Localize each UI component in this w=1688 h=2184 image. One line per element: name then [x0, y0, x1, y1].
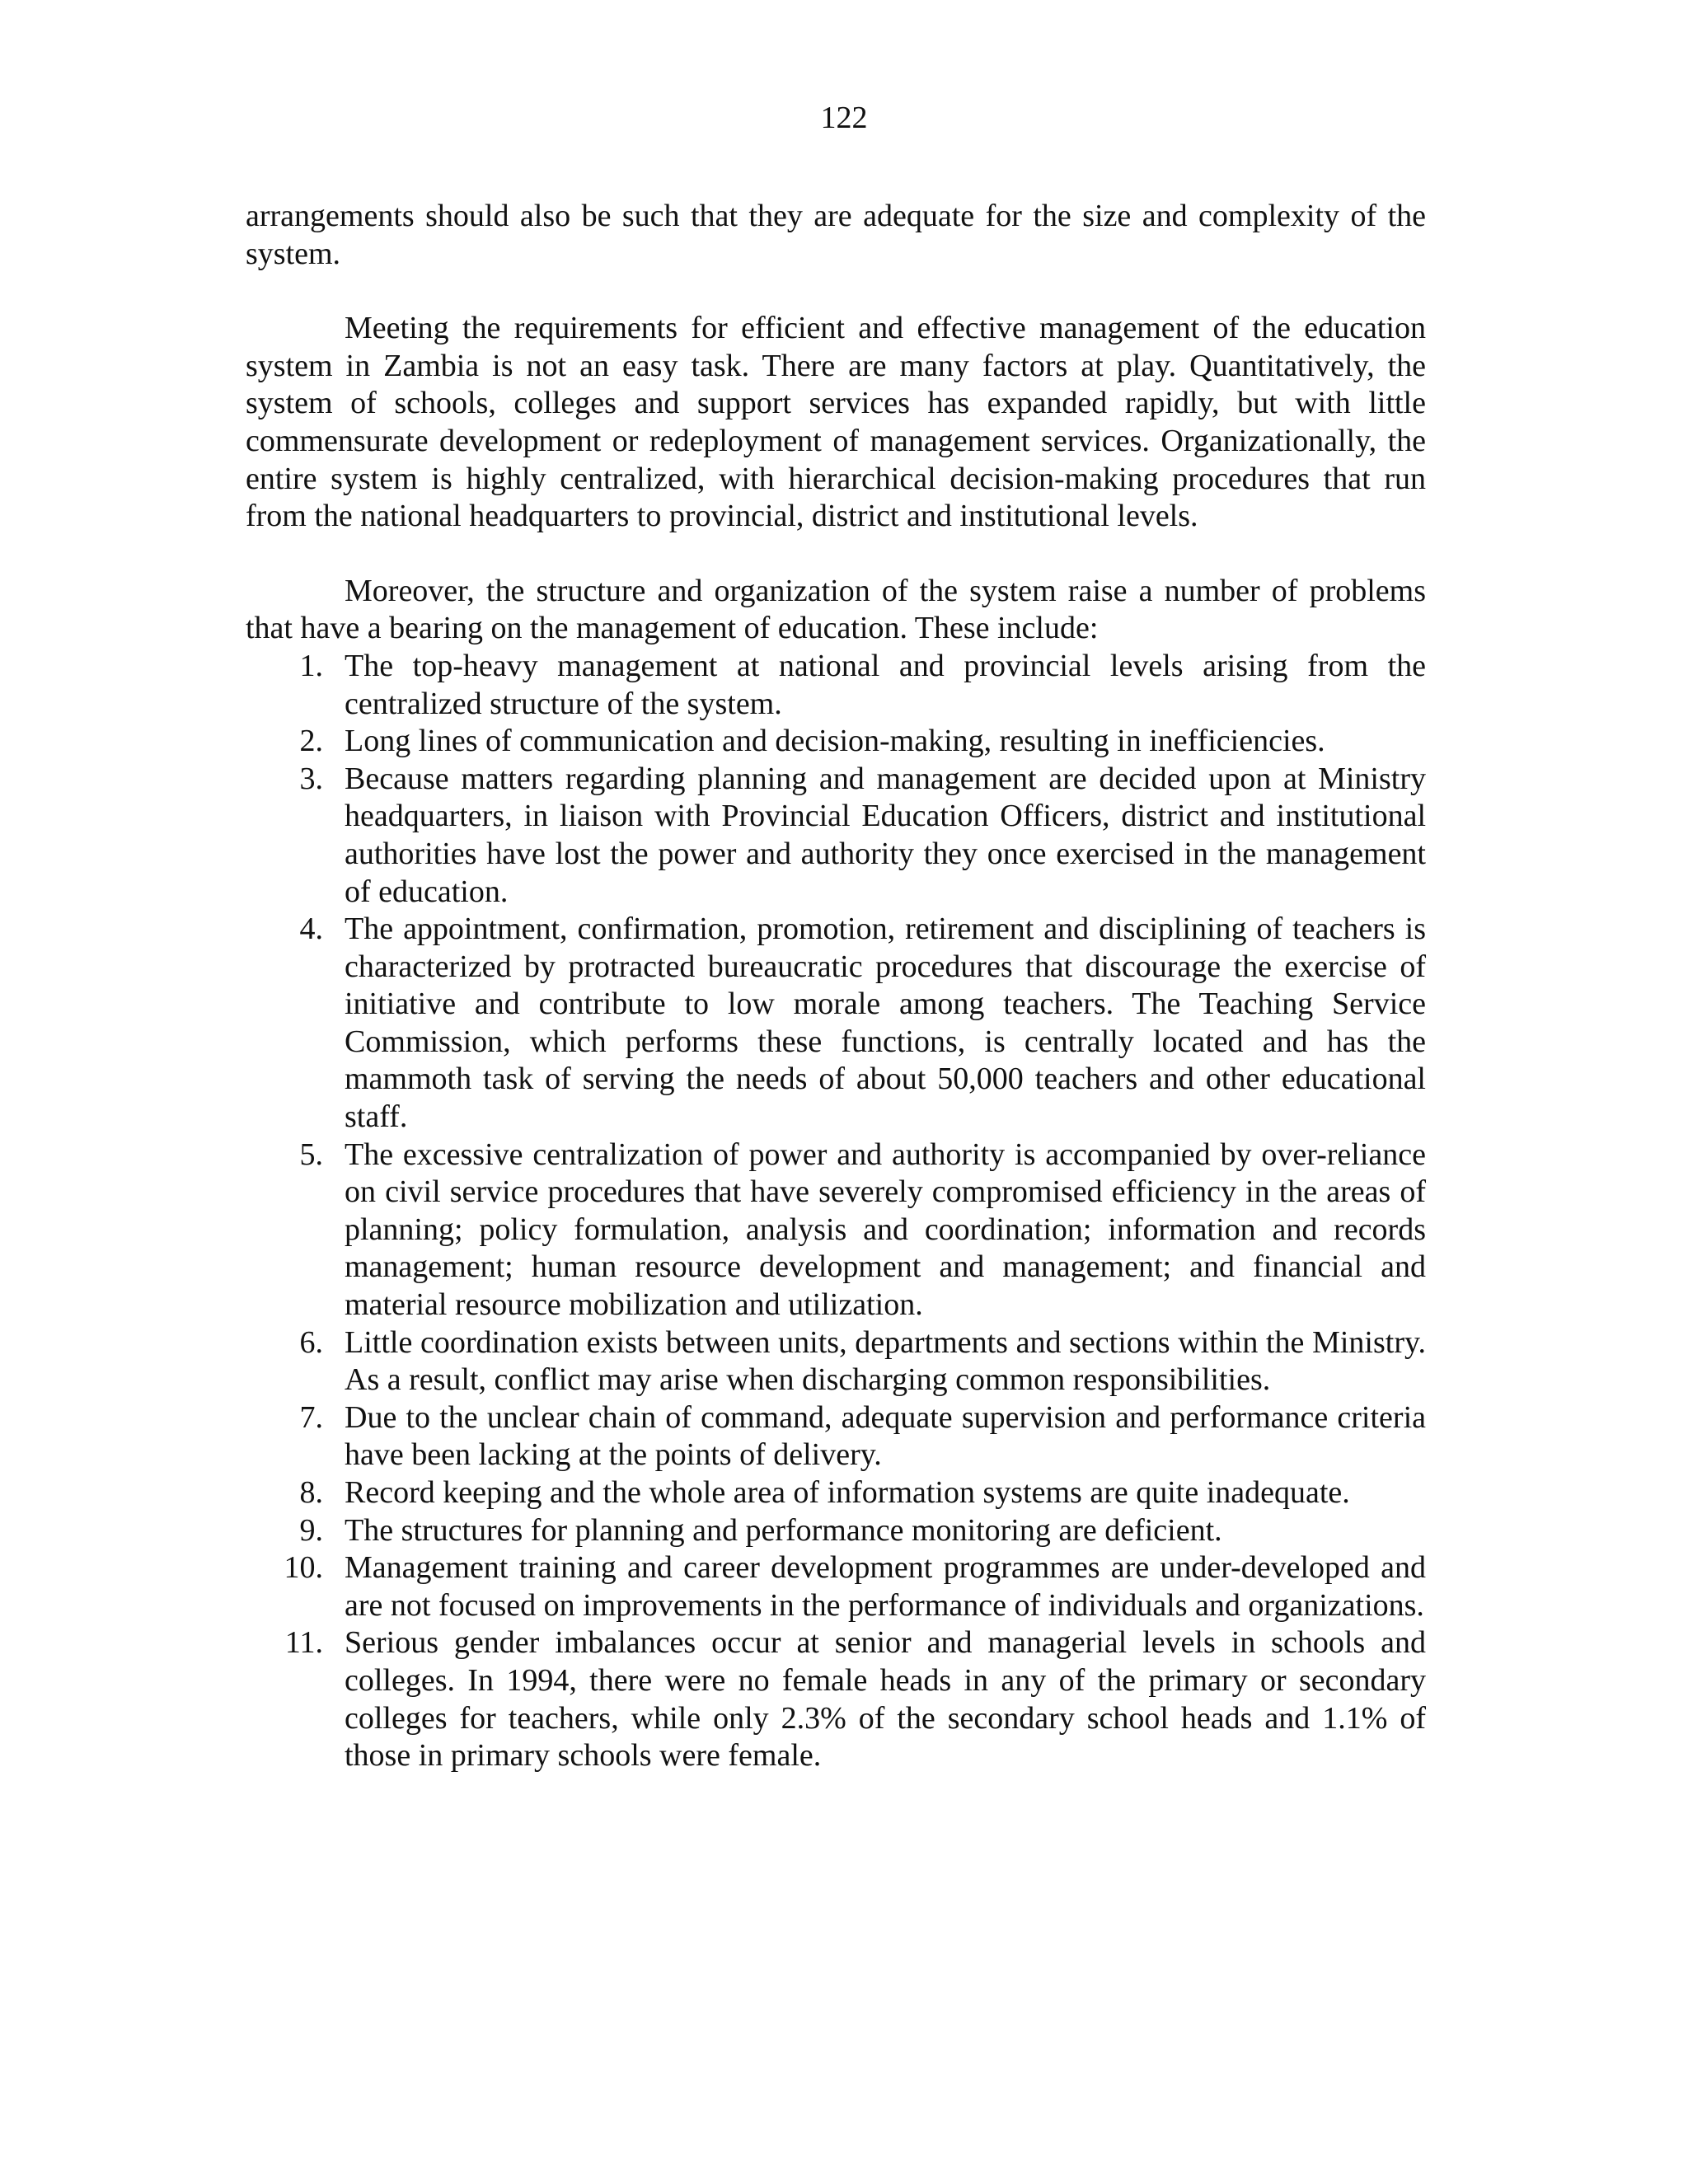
list-item-text: Management training and career development programmes are under-developed and are not focused on improvements in the performance of individuals and organizations.: [345, 1550, 1426, 1623]
list-item-number: 10.: [284, 1550, 323, 1586]
list-item-text: Little coordination exists between units, departments and sections within the Ministry. As a result, conflict may arise when discharging common responsibilities.: [345, 1324, 1426, 1398]
list-item-number: 11.: [284, 1625, 323, 1661]
paragraph-problems-intro: Moreover, the structure and organization of the system raise a number of problems that have a bearing on the management of education. These include:: [246, 573, 1426, 646]
list-item-number: 9.: [299, 1512, 323, 1548]
list-item-text: The top-heavy management at national and provincial levels arising from the centralized structure of the system.: [345, 648, 1426, 721]
list-item-number: 5.: [299, 1137, 323, 1172]
list-item-text: Serious gender imbalances occur at senior and managerial levels in schools and colleges. In 1994, there were no female heads in any of the primary or secondary colleges for teachers, while only 2.3% of the secondary school heads and 1.1% of those in primary schools were female.: [345, 1625, 1426, 1774]
list-item-number: 2.: [299, 724, 323, 759]
paragraph-gap: [246, 273, 1426, 310]
list-item: [246, 1137, 1426, 1324]
list-item: [246, 1324, 1426, 1399]
list-item: [246, 1399, 1426, 1474]
paragraph-management-requirements: Meeting the requirements for efficient and effective management of the education system in Zambia is not an easy task. There are many factors at play. Quantitatively, the system of schools, colleges and support services has expanded rapidly, but with little commensurate development or redeployment of management services. Organizationally, the entire system is highly centralized, with hierarchical decision-making procedures that run from the national headquarters to provincial, district and institutional levels.: [246, 311, 1426, 534]
list-item-text: Because matters regarding planning and management are decided upon at Ministry headquarters, in liaison with Provincial Education Officers, district and institutional authorities have lost the power and authority they once exercised in the management of education.: [345, 761, 1426, 909]
list-item: [246, 1512, 1426, 1550]
page-number: 122: [820, 101, 868, 135]
list-item-text: Long lines of communication and decision-making, resulting in inefficiencies.: [345, 724, 1325, 759]
list-item: [246, 1624, 1426, 1774]
list-item-number: 4.: [299, 912, 323, 947]
paragraph-continuation: arrangements should also be such that they are adequate for the size and complexity of the system.: [246, 199, 1426, 271]
problems-list: [246, 648, 1426, 1775]
paragraph-gap: [246, 536, 1426, 573]
list-item-text: The excessive centralization of power and authority is accompanied by over-reliance on civil service procedures that have severely compromised efficiency in the areas of planning; policy formulation, analysis and coordination; information and records management; human resource development and management; and financial and material resource mobilization and utilization.: [345, 1137, 1426, 1323]
list-item-text: Due to the unclear chain of command, adequate supervision and performance criteria have been lacking at the points of delivery.: [345, 1399, 1426, 1473]
list-item-number: 8.: [299, 1475, 323, 1510]
list-item-text: The structures for planning and performance monitoring are deficient.: [345, 1512, 1222, 1548]
list-item-number: 6.: [299, 1324, 323, 1360]
list-item: [246, 723, 1426, 761]
list-item: [246, 1474, 1426, 1512]
list-item: [246, 648, 1426, 723]
list-item: [246, 911, 1426, 1137]
list-item-number: 7.: [299, 1399, 323, 1435]
list-item-number: 3.: [299, 761, 323, 796]
page-body: [246, 198, 1426, 1775]
list-item-number: 1.: [299, 648, 323, 683]
list-item-text: The appointment, confirmation, promotion, retirement and disciplining of teachers is characterized by protracted bureaucratic procedures that discourage the exercise of initiative and contribute to low morale among teachers. The Teaching Service Commission, which performs these functions, is centrally located and has the mammoth task of serving the needs of about 50,000 teachers and other educational staff.: [345, 912, 1426, 1135]
list-item: [246, 761, 1426, 911]
list-item-text: Record keeping and the whole area of information systems are quite inadequate.: [345, 1475, 1350, 1510]
list-item: [246, 1549, 1426, 1624]
